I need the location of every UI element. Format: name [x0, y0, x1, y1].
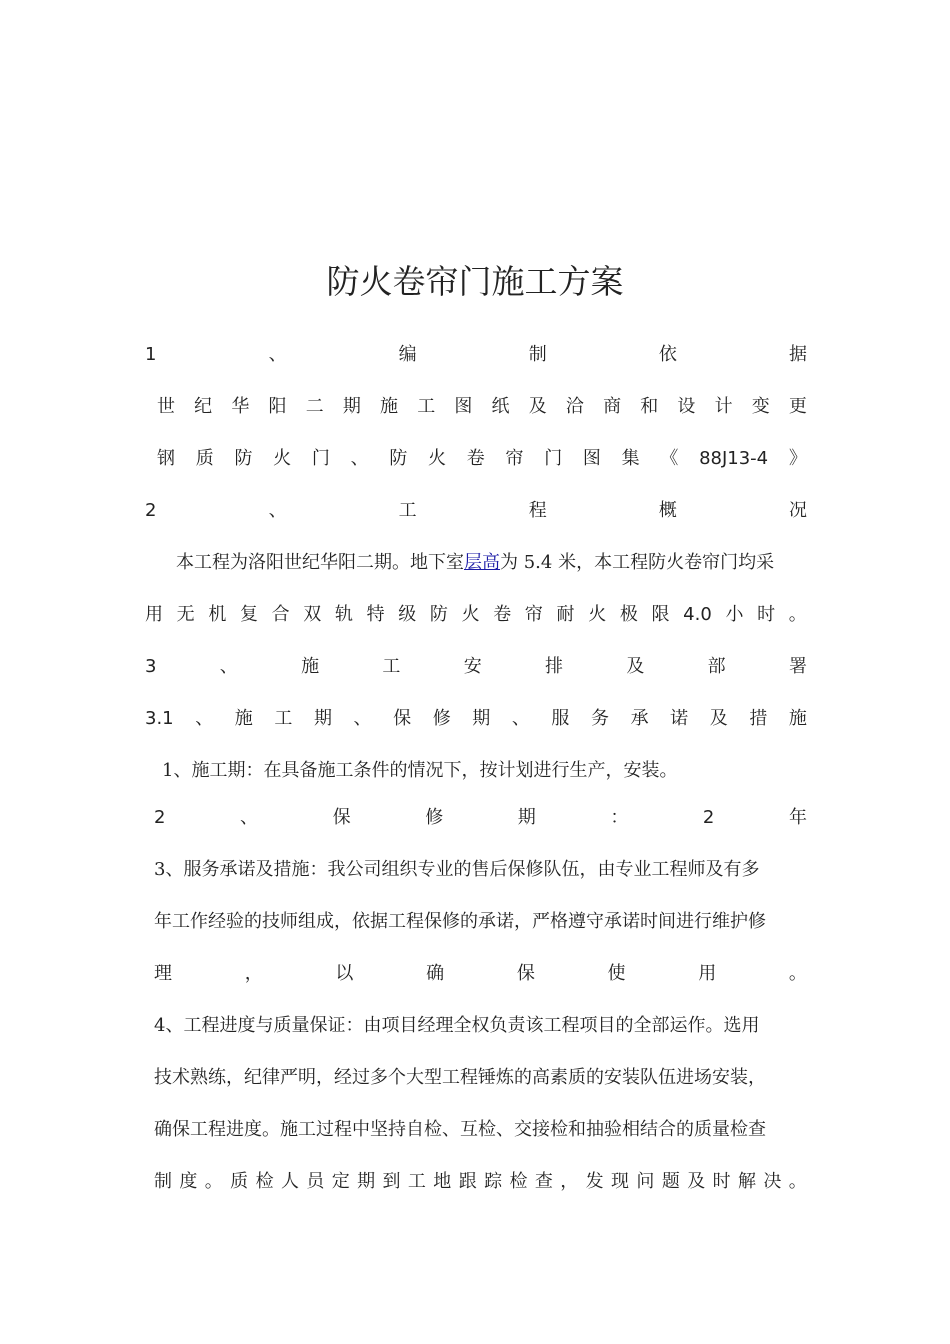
overview-text: 为 5.4 米，本工程防火卷帘门均采 [500, 552, 775, 573]
item-4-line-2: 技术熟练，纪律严明，经过多个大型工程锤炼的高素质的安装队伍进场安装， [154, 1067, 766, 1088]
section-2-heading [145, 498, 807, 524]
heading-char: 、 [219, 656, 238, 677]
text-char: 期 [357, 1171, 376, 1192]
text-char: 限 [651, 604, 670, 625]
text-char: 级 [398, 604, 417, 625]
text-char: 工 [417, 396, 436, 417]
heading-char: 程 [528, 500, 547, 521]
text-char: 纸 [491, 396, 510, 417]
heading-char: 承 [630, 708, 649, 729]
text-char: 及 [687, 1171, 706, 1192]
text-char: 火 [461, 604, 480, 625]
heading-char: 、 [268, 344, 287, 365]
text-char: 双 [303, 604, 322, 625]
text-char: 火 [273, 448, 292, 469]
text-char: 。 [788, 963, 807, 984]
text-char: 门 [544, 448, 563, 469]
text-char: 。 [788, 604, 807, 625]
text-char: 阳 [268, 396, 287, 417]
text-char: 期 [517, 807, 536, 828]
text-char: 极 [619, 604, 638, 625]
text-char: ， [244, 963, 263, 984]
item-3-line-3 [154, 961, 807, 987]
text-char: 二 [305, 396, 324, 417]
text-char: 4.0 [683, 604, 712, 625]
heading-char: 、 [268, 500, 287, 521]
text-char: 无 [176, 604, 195, 625]
overview-line-1 [176, 550, 774, 576]
text-char: 和 [640, 396, 659, 417]
heading-char: 服 [551, 708, 570, 729]
floor-height-link[interactable]: 层高 [464, 552, 500, 573]
text-char: 跟 [458, 1171, 477, 1192]
text-char: 图 [582, 448, 601, 469]
text-char: 定 [331, 1171, 350, 1192]
text-char: 小 [725, 604, 744, 625]
text-char: 机 [208, 604, 227, 625]
heading-char: 工 [274, 708, 293, 729]
section-number: 3 [145, 656, 157, 677]
item-3-line-2: 年工作经验的技师组成，依据工程保修的承诺，严格遵守承诺时间进行维护修 [154, 911, 766, 932]
text-char: 。 [788, 1171, 807, 1192]
text-char: 发 [585, 1171, 604, 1192]
text-char: 检 [509, 1171, 528, 1192]
text-char: 洽 [565, 396, 584, 417]
text-char: 、 [240, 807, 259, 828]
heading-char: 、 [353, 708, 372, 729]
heading-char: 工 [382, 656, 401, 677]
item-3-line-1: 3、服务承诺及措施：我公司组织专业的售后保修队伍，由专业工程师及有多 [154, 859, 760, 880]
text-char: 、 [350, 448, 369, 469]
heading-char: 施 [234, 708, 253, 729]
text-char: 用 [698, 963, 717, 984]
heading-char: 、 [195, 708, 214, 729]
text-char: 施 [380, 396, 399, 417]
text-char: 题 [661, 1171, 680, 1192]
basis-line-2 [157, 446, 807, 472]
text-char: 问 [636, 1171, 655, 1192]
text-char: 用 [145, 604, 163, 625]
text-char: 图 [454, 396, 473, 417]
item-4-line-1: 4、工程进度与质量保证：由项目经理全权负责该工程项目的全部运作。选用 [154, 1015, 760, 1036]
text-char: 人 [280, 1171, 299, 1192]
text-char: 卷 [466, 448, 485, 469]
heading-char: 署 [788, 656, 807, 677]
heading-char: 排 [545, 656, 564, 677]
text-char: 纪 [194, 396, 213, 417]
text-char: 时 [757, 604, 776, 625]
text-char: 2 [702, 807, 715, 828]
text-char: 检 [255, 1171, 274, 1192]
item-4-line-3: 确保工程进度。施工过程中坚持自检、互检、交接检和抽验相结合的质量检查 [154, 1119, 766, 1140]
text-char: 及 [528, 396, 547, 417]
text-char: 耐 [556, 604, 575, 625]
text-char: 到 [382, 1171, 401, 1192]
text-char: 帘 [505, 448, 524, 469]
heading-char: 及 [626, 656, 645, 677]
heading-char: 措 [749, 708, 768, 729]
section-3-heading [145, 654, 807, 680]
text-char: 保 [516, 963, 535, 984]
section-number: 2 [145, 500, 157, 521]
text-char: 世 [157, 396, 175, 417]
heading-char: 部 [707, 656, 726, 677]
heading-char: 3.1 [145, 708, 174, 729]
text-char: 时 [712, 1171, 731, 1192]
text-char: ， [560, 1171, 579, 1192]
text-char: 年 [788, 807, 807, 828]
text-char: 。 [204, 1171, 223, 1192]
text-char: 帘 [524, 604, 543, 625]
text-char: 计 [714, 396, 733, 417]
text-char: 设 [677, 396, 696, 417]
text-char: 轨 [334, 604, 353, 625]
text-char: 特 [366, 604, 385, 625]
text-char: 期 [342, 396, 361, 417]
text-char: 使 [607, 963, 626, 984]
text-char: 质 [195, 448, 214, 469]
heading-char: 期 [313, 708, 332, 729]
page-title: 防火卷帘门施工方案 [326, 262, 624, 301]
heading-char: 施 [788, 708, 807, 729]
text-char: 火 [428, 448, 447, 469]
subsection-3-1-heading [145, 706, 807, 732]
text-char: 火 [588, 604, 607, 625]
item-2-warranty-period [154, 805, 807, 831]
text-char: 商 [603, 396, 622, 417]
heading-char: 诺 [670, 708, 689, 729]
text-char: 以 [335, 963, 354, 984]
heading-char: 编 [398, 344, 417, 365]
text-char: ： [610, 807, 629, 828]
section-number: 1 [145, 344, 157, 365]
text-char: 度 [179, 1171, 198, 1192]
text-char: 88J13-4 [699, 448, 769, 469]
text-char: 踪 [484, 1171, 503, 1192]
text-char: 防 [234, 448, 253, 469]
text-char: 员 [306, 1171, 325, 1192]
text-char: 2 [154, 807, 166, 828]
text-char: 》 [788, 448, 807, 469]
heading-char: 况 [789, 500, 807, 521]
text-char: 复 [239, 604, 258, 625]
text-char: 查 [534, 1171, 553, 1192]
heading-char: 务 [591, 708, 609, 729]
heading-char: 概 [658, 500, 677, 521]
text-char: 门 [311, 448, 330, 469]
heading-char: 、 [511, 708, 530, 729]
heading-char: 期 [472, 708, 491, 729]
text-char: 合 [271, 604, 290, 625]
item-4-line-4 [154, 1169, 807, 1195]
heading-char: 修 [432, 708, 451, 729]
text-char: 现 [611, 1171, 630, 1192]
text-char: 理 [154, 963, 172, 984]
text-char: 集 [621, 448, 640, 469]
heading-char: 据 [789, 344, 807, 365]
basis-line-1 [157, 394, 807, 420]
text-char: 防 [429, 604, 448, 625]
text-char: 修 [425, 807, 444, 828]
text-char: 质 [230, 1171, 249, 1192]
text-char: 解 [737, 1171, 756, 1192]
heading-char: 保 [393, 708, 412, 729]
text-char: 变 [751, 396, 770, 417]
heading-char: 施 [301, 656, 320, 677]
text-char: 华 [231, 396, 250, 417]
overview-line-2 [145, 602, 807, 628]
text-char: 更 [788, 396, 807, 417]
text-char: 卷 [493, 604, 512, 625]
text-char: 保 [332, 807, 351, 828]
text-char: 决 [763, 1171, 782, 1192]
section-1-heading [145, 342, 807, 368]
overview-text: 本工程为洛阳世纪华阳二期。地下室 [176, 552, 464, 573]
heading-char: 工 [398, 500, 417, 521]
text-char: 防 [389, 448, 408, 469]
heading-char: 依 [658, 344, 677, 365]
text-char: 地 [433, 1171, 452, 1192]
item-1-construction-period: 1、施工期：在具备施工条件的情况下，按计划进行生产，安装。 [162, 760, 678, 781]
text-char: 确 [426, 963, 445, 984]
text-char: 钢 [157, 448, 175, 469]
text-char: 制 [154, 1171, 172, 1192]
heading-char: 制 [528, 344, 547, 365]
text-char: 《 [660, 448, 679, 469]
heading-char: 安 [463, 656, 482, 677]
text-char: 工 [407, 1171, 426, 1192]
heading-char: 及 [709, 708, 728, 729]
